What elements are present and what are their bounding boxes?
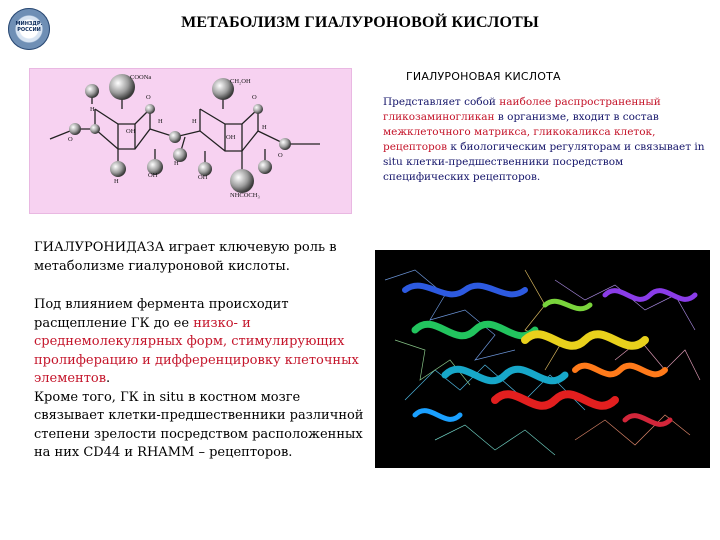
ch2oh-label: CH₂OH bbox=[230, 78, 251, 85]
enzyme-part: Под влиянием фермента происходит расщепление ГК до ее bbox=[34, 297, 289, 331]
slide-title: МЕТАБОЛИЗМ ГИАЛУРОНОВОЙ КИСЛОТЫ bbox=[181, 14, 539, 31]
coona-label: COONa bbox=[130, 74, 152, 81]
o-label: O bbox=[278, 152, 283, 159]
logo-text: МИНЗДР. РОССИИ bbox=[15, 21, 43, 33]
hyaluronic-acid-structure-diagram bbox=[29, 68, 352, 214]
o-label: O bbox=[68, 136, 73, 143]
desc-part: Представляет собой bbox=[383, 96, 500, 108]
bone-marrow-text: Кроме того, ГК in situ в костном мозге связывает клетки-предшественники различной степени зрелости посредством расположенных на них CD44 и RHAMM – рецепторов. bbox=[34, 389, 364, 460]
h-label: H bbox=[192, 118, 197, 125]
hyaluronic-acid-description bbox=[383, 95, 713, 185]
hyaluronidase-intro: ГИАЛУРОНИДАЗА играет ключевую роль в метаболизме гиалуроновой кислоты. bbox=[34, 240, 337, 274]
o-label: O bbox=[146, 94, 151, 101]
molecule-svg bbox=[30, 69, 351, 213]
desc-part: в организме, входит в состав bbox=[494, 111, 659, 123]
desc-highlight: наиболее распространенный гликозаминогликан bbox=[383, 96, 661, 123]
hyaluronic-acid-heading: ГИАЛУРОНОВАЯ КИСЛОТА bbox=[406, 70, 561, 83]
desc-part: к биологическим регуляторам и связывает in situ клетки-предшественники посредством специфических рецепторов. bbox=[383, 141, 705, 183]
right-sugar-ring bbox=[200, 109, 258, 151]
h-label: H bbox=[158, 118, 163, 125]
oh-label: OH bbox=[198, 174, 208, 181]
hyaluronidase-protein-structure-image bbox=[375, 250, 710, 468]
oh-label: OH bbox=[226, 134, 236, 141]
oh-label: OH bbox=[126, 128, 136, 135]
h-label: H bbox=[174, 160, 179, 167]
enzyme-highlight: низко- и среднемолекулярных форм, стимулирующих пролиферацию и дифференцировку клеточных элементов bbox=[34, 315, 359, 386]
h-label: H bbox=[114, 178, 119, 185]
enzyme-action-text bbox=[34, 296, 369, 463]
protein-ribbon-svg bbox=[375, 250, 710, 468]
o-label: O bbox=[252, 94, 257, 101]
desc-highlight: межклеточного матрикса, гликокаликса клеток, рецепторов bbox=[383, 126, 656, 153]
enzyme-part: . bbox=[106, 371, 111, 386]
oh-label: OH bbox=[148, 172, 158, 179]
left-sugar-ring bbox=[95, 109, 150, 149]
h-label: H bbox=[262, 124, 267, 131]
nhcoch3-label: NHCOCH₃ bbox=[230, 192, 260, 199]
h-label: H bbox=[90, 106, 95, 113]
acetamido-atom bbox=[230, 169, 254, 193]
